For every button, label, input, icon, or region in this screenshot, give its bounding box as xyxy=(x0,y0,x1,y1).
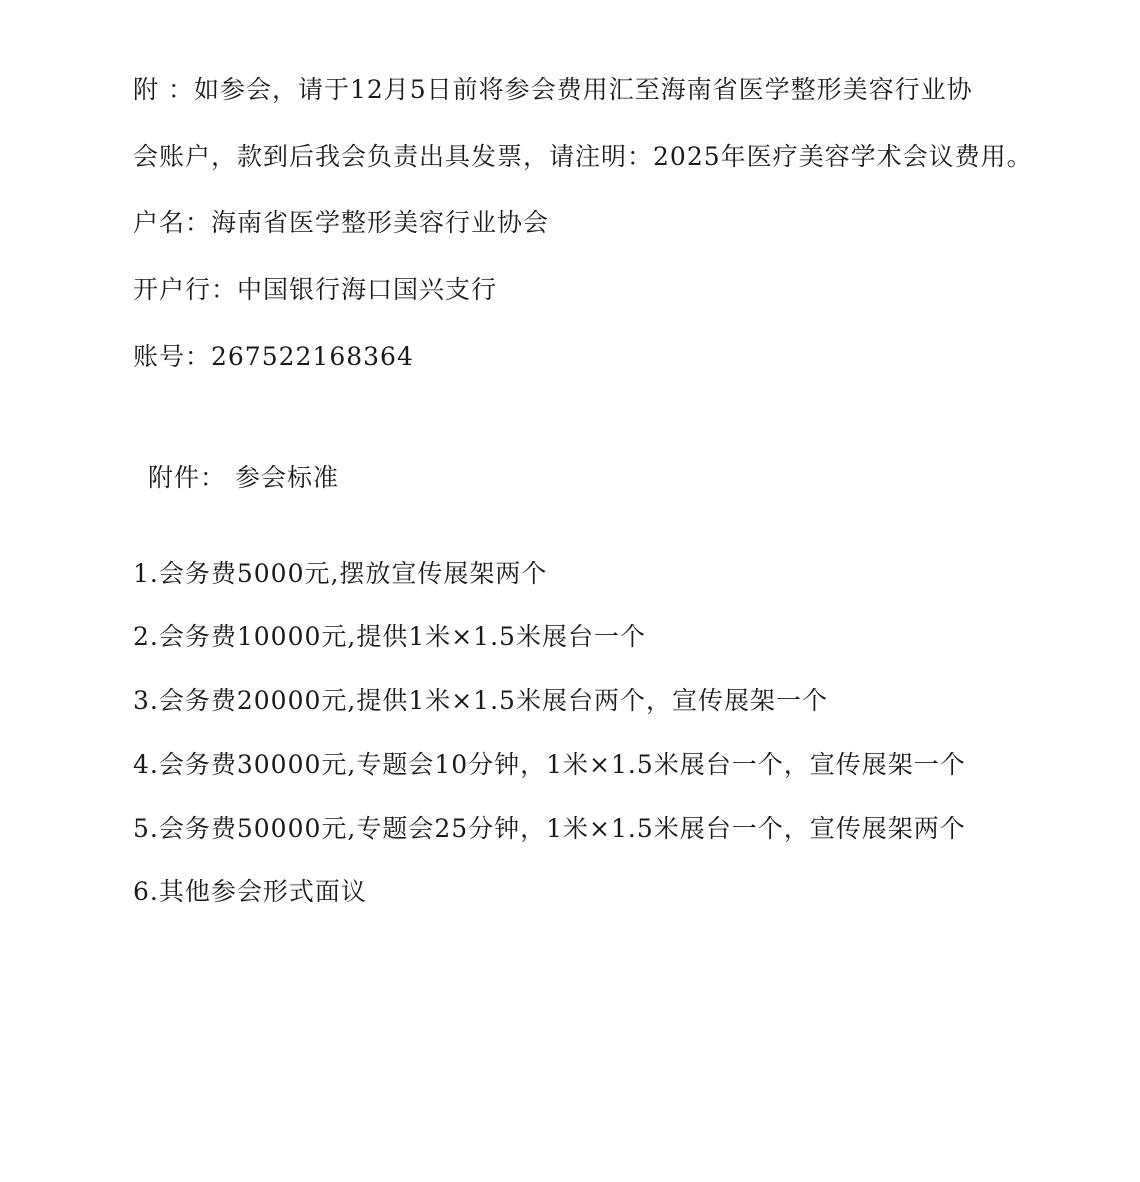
notice-line-1: 附 ：如参会，请于12月5日前将参会费用汇至海南省医学整形美容行业协 xyxy=(133,75,973,104)
account-name: 户名：海南省医学整形美容行业协会 xyxy=(133,208,550,237)
list-item: 2.会务费10000元,提供1米×1.5米展台一个 xyxy=(133,622,646,651)
list-item: 1.会务费5000元,摆放宣传展架两个 xyxy=(133,559,548,588)
list-item: 5.会务费50000元,专题会25分钟，1米×1.5米展台一个，宣传展架两个 xyxy=(133,814,966,843)
bank-name: 开户行：中国银行海口国兴支行 xyxy=(133,275,498,304)
list-item: 4.会务费30000元,专题会10分钟，1米×1.5米展台一个，宣传展架一个 xyxy=(133,750,966,779)
list-item: 6.其他参会形式面议 xyxy=(133,877,367,906)
attachment-title: 附件： 参会标准 xyxy=(148,463,339,492)
notice-line-2: 会账户，款到后我会负责出具发票，请注明：2025年医疗美容学术会议费用。 xyxy=(133,142,1033,171)
account-number: 账号：267522168364 xyxy=(133,342,414,371)
list-item: 3.会务费20000元,提供1米×1.5米展台两个，宣传展架一个 xyxy=(133,686,828,715)
